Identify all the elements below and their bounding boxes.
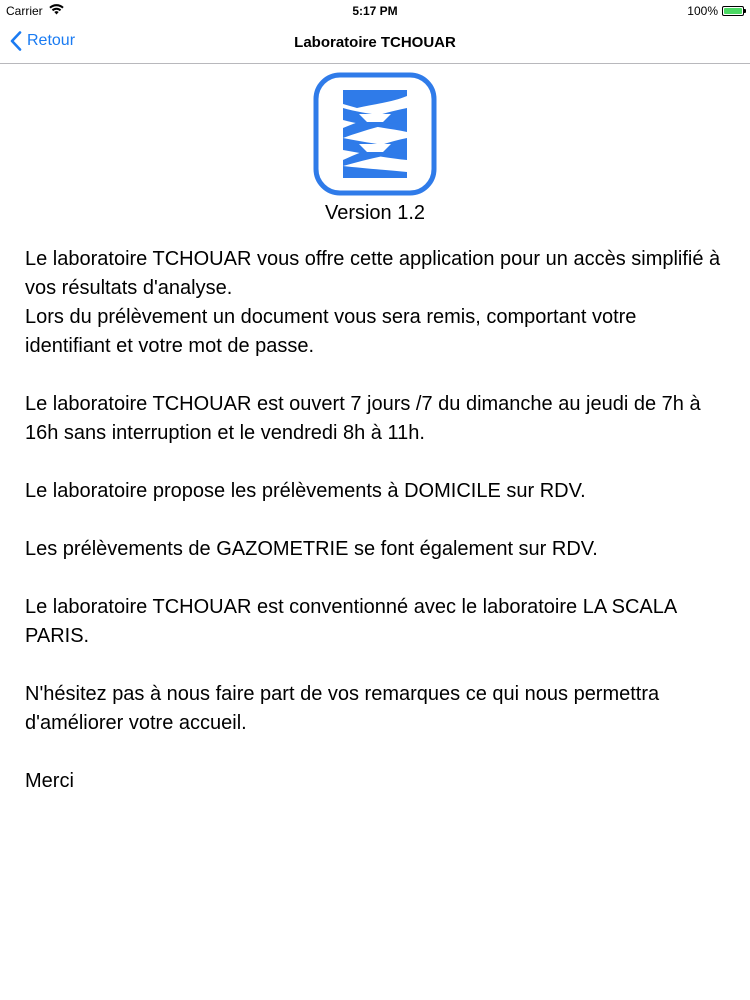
paragraph-hours: Le laboratoire TCHOUAR est ouvert 7 jours /7 du dimanche au jeudi de 7h à 16h sans interruption et le vendredi 8h à 11h. xyxy=(25,393,701,444)
status-right xyxy=(687,4,744,18)
paragraph-intro: Le laboratoire TCHOUAR vous offre cette application pour un accès simplifié à vos résultats d'analyse. Lors du prélèvement un document vous sera remis, comportant votre identifiant et votre mot de passe. xyxy=(25,248,721,357)
battery-percentage: 100% xyxy=(687,4,718,18)
app-logo xyxy=(313,72,437,196)
back-button-label: Retour xyxy=(27,32,76,49)
battery-icon xyxy=(722,6,744,16)
status-bar xyxy=(0,0,750,22)
paragraph-feedback: N'hésitez pas à nous faire part de vos remarques ce qui nous permettra d'améliorer votre accueil. xyxy=(25,683,660,734)
dna-helix-icon xyxy=(313,72,437,196)
info-text xyxy=(25,245,725,825)
navigation-bar xyxy=(0,22,750,64)
version-label: Version 1.2 xyxy=(324,202,426,224)
battery-level-fill xyxy=(724,8,742,14)
page-title: Laboratoire TCHOUAR xyxy=(294,34,456,51)
paragraph-home-sampling: Le laboratoire propose les prélèvements à DOMICILE sur RDV. xyxy=(25,480,586,502)
paragraph-partnership: Le laboratoire TCHOUAR est conventionné avec le laboratoire LA SCALA PARIS. xyxy=(25,596,677,647)
paragraph-thanks: Merci xyxy=(25,770,74,792)
paragraph-gazometrie: Les prélèvements de GAZOMETRIE se font également sur RDV. xyxy=(25,538,598,560)
carrier-label: Carrier xyxy=(6,4,43,18)
status-time: 5:17 PM xyxy=(352,4,398,18)
